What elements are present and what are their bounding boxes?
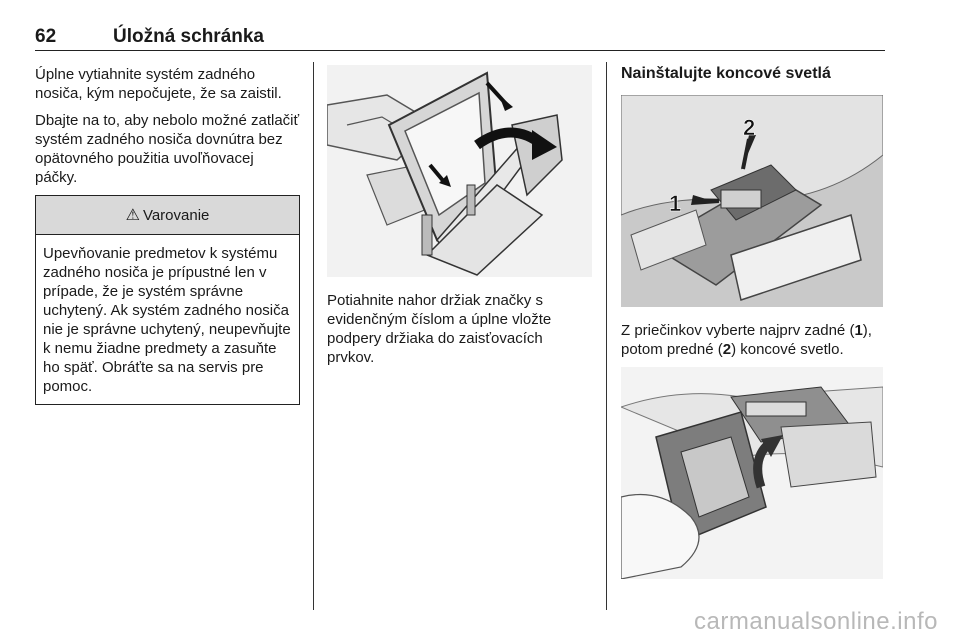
warning-title: Varovanie — [142, 206, 210, 224]
callout-2-label: 2 — [743, 115, 756, 140]
caption-text-3: ) koncové svetlo. — [731, 341, 844, 358]
column-divider-2 — [606, 62, 607, 610]
caption-text-2: ), potom predné ( — [621, 322, 872, 358]
column-left — [35, 65, 300, 405]
callout-1-label: 1 — [669, 191, 682, 216]
caption-ref-2: 2 — [722, 341, 732, 358]
warning-header — [36, 196, 299, 235]
license-plate-holder-illustration — [327, 65, 592, 277]
tail-light-caption — [621, 321, 891, 359]
tail-light-removal-illustration — [621, 367, 883, 579]
warning-box — [35, 195, 300, 405]
page-header — [35, 26, 885, 51]
page-number: 62 — [35, 26, 57, 47]
instruction-paragraph-2: Dbajte na to, aby nebolo možné zatlačiť systém zadného nosiča dovnútra bez opätovného použitia uvoľňovacej páčky. — [35, 112, 300, 186]
instruction-paragraph-1: Úplne vytiahnite systém zadného nosiča, kým nepočujete, že sa zaistil. — [35, 66, 282, 102]
warning-text: Upevňovanie predmetov k systému zadného nosiča je prípustné len v prípade, že je systém správne uchytený. Ak systém zadného nosiča nie je správne uchytený, neupevňujte k nemu žiadne predmety a zasuňte ho späť. Obráťte sa na servis pre pomoc. — [43, 245, 291, 395]
column-right — [621, 65, 891, 579]
caption-ref-1: 1 — [854, 322, 863, 339]
illustration-caption: Potiahnite nahor držiak značky s evidenčným číslom a úplne vložte podpery držiaka do zaisťovacích prvkov. — [327, 292, 552, 366]
caption-text-1: Z priečinkov vyberte najprv zadné ( — [621, 322, 855, 339]
page-title: Úložná schránka — [113, 26, 264, 47]
section-heading: Nainštalujte koncové svetlá — [621, 65, 831, 82]
warning-triangle-icon: ⚠ — [125, 207, 140, 224]
tail-light-compartment-illustration — [621, 95, 883, 307]
watermark: carmanualsonline.info — [694, 608, 938, 635]
column-middle — [327, 65, 592, 375]
column-divider-1 — [313, 62, 314, 610]
